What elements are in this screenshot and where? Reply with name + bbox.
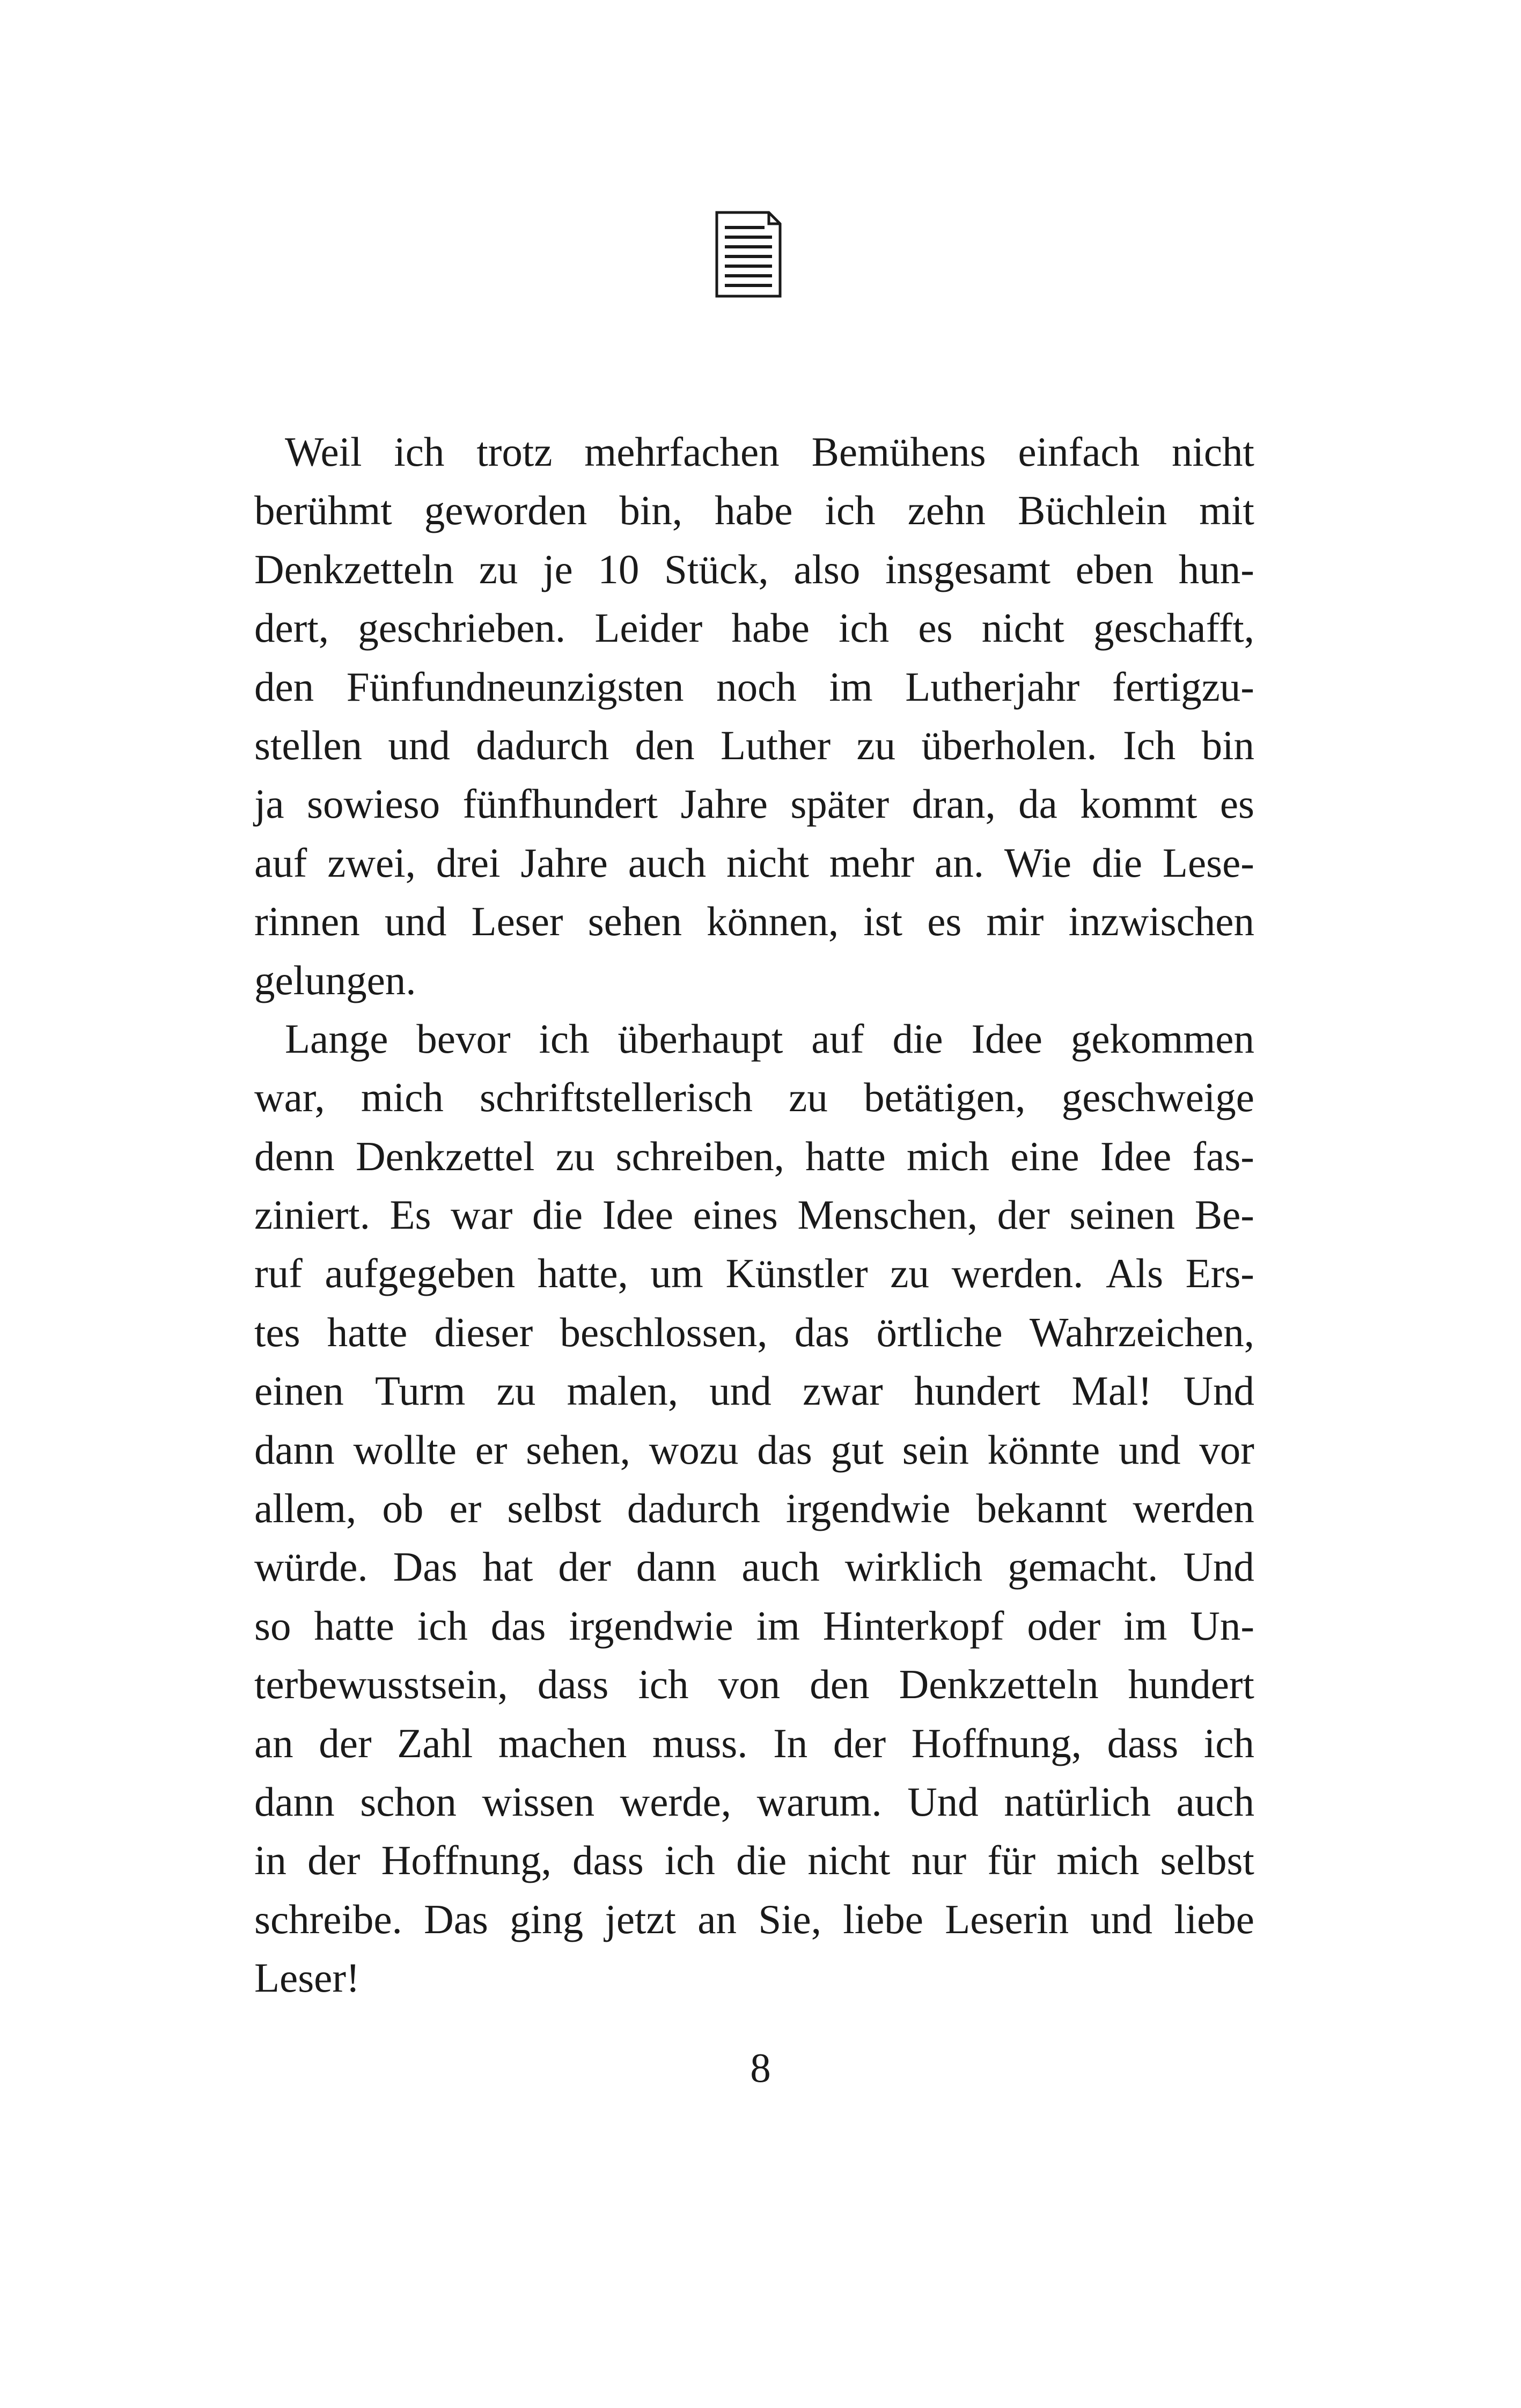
text-line: ruf aufgegeben hatte, um Künstler zu werden. Als Ers- [254, 1250, 1254, 1297]
text-line: Leser! [254, 1955, 360, 2001]
text-line: schreibe. Das ging jetzt an Sie, liebe Leserin und liebe [254, 1896, 1254, 1942]
text-line: tes hatte dieser beschlossen, das örtliche Wahrzeichen, [254, 1309, 1254, 1355]
text-line: einen Turm zu malen, und zwar hundert Mal! Und [254, 1368, 1254, 1414]
paragraph [254, 423, 1254, 1010]
text-line: Denkzetteln zu je 10 Stück, also insgesamt eben hun- [254, 546, 1254, 592]
text-line: den Fünfundneunzigsten noch im Lutherjahr fertigzu- [254, 663, 1254, 710]
text-line: auf zwei, drei Jahre auch nicht mehr an. Wie die Lese- [254, 839, 1254, 886]
paragraph [254, 1010, 1254, 2008]
text-line: terbewusstsein, dass ich von den Denkzetteln hundert [254, 1661, 1254, 1708]
text-line: berühmt geworden bin, habe ich zehn Büchlein mit [254, 487, 1254, 534]
body-text [254, 423, 1254, 2008]
text-line: an der Zahl machen muss. In der Hoffnung, dass ich [254, 1720, 1254, 1766]
text-line: denn Denkzettel zu schreiben, hatte mich eine Idee fas- [254, 1133, 1254, 1179]
text-line: war, mich schriftstellerisch zu betätigen, geschweige [254, 1074, 1254, 1121]
text-line: in der Hoffnung, dass ich die nicht nur für mich selbst [254, 1837, 1254, 1884]
text-line: so hatte ich das irgendwie im Hinterkopf oder im Un- [254, 1602, 1254, 1649]
text-line: würde. Das hat der dann auch wirklich gemacht. Und [254, 1544, 1254, 1590]
text-line: rinnen und Leser sehen können, ist es mir inzwischen [254, 898, 1254, 945]
text-line: ja sowieso fünfhundert Jahre später dran, da kommt es [254, 781, 1254, 827]
document-icon [715, 211, 782, 298]
text-line: ziniert. Es war die Idee eines Menschen, der seinen Be- [254, 1192, 1254, 1238]
text-line: dann schon wissen werde, warum. Und natürlich auch [254, 1778, 1254, 1825]
page-number: 8 [750, 2045, 771, 2091]
text-line: dert, geschrieben. Leider habe ich es nicht geschafft, [254, 605, 1254, 651]
text-line: dann wollte er sehen, wozu das gut sein könnte und vor [254, 1426, 1254, 1473]
text-line: Weil ich trotz mehrfachen Bemühens einfach nicht [285, 429, 1254, 475]
text-line: gelungen. [254, 957, 416, 1003]
text-line: stellen und dadurch den Luther zu überholen. Ich bin [254, 722, 1254, 768]
text-line: allem, ob er selbst dadurch irgendwie bekannt werden [254, 1485, 1254, 1532]
text-line: Lange bevor ich überhaupt auf die Idee gekommen [285, 1015, 1254, 1062]
